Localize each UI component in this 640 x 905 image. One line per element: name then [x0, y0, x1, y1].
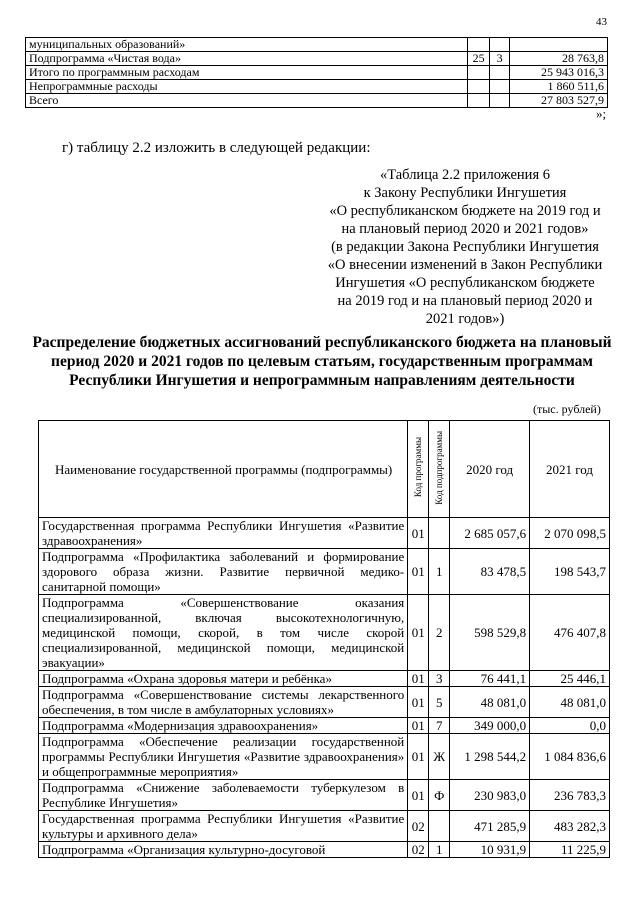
- amount-2020: 48 081,0: [450, 687, 530, 718]
- title-line: Распределение бюджетных ассигнований республиканского бюджета на плановый: [32, 334, 612, 351]
- amount-2021: 236 783,3: [530, 780, 610, 811]
- caption-line: «О республиканском бюджете на 2019 год и: [329, 203, 601, 219]
- amount: 27 803 527,9: [510, 94, 608, 108]
- amount-2021: 11 225,9: [530, 842, 610, 858]
- amendment-instruction: г) таблицу 2.2 изложить в следующей редакции:: [62, 140, 371, 156]
- caption-line: на плановый период 2020 и 2021 годов»: [341, 221, 589, 237]
- amount-2021: 2 070 098,5: [530, 518, 610, 549]
- row-name: муниципальных образований»: [26, 38, 468, 52]
- table-row: [39, 595, 610, 671]
- table-caption: [312, 166, 618, 328]
- header-subprogram-code: [429, 421, 450, 518]
- subprogram-code: [429, 518, 450, 549]
- program-code: 01: [408, 549, 429, 595]
- caption-line: «О внесении изменений в Закон Республики: [327, 257, 603, 273]
- amount-2021: 25 446,1: [530, 671, 610, 687]
- subprogram-code: [490, 94, 510, 108]
- table-row: [39, 718, 610, 734]
- subprogram-code: 5: [429, 687, 450, 718]
- caption-line: 2021 годов»): [425, 311, 505, 327]
- row-name: Итого по программным расходам: [26, 66, 468, 80]
- table-row: [39, 780, 610, 811]
- row-name: Подпрограмма «Профилактика заболеваний и формирование здорового образа жизни. Развитие первичной медико-санитарной помощи»: [39, 549, 408, 595]
- amount-2020: 76 441,1: [450, 671, 530, 687]
- row-name: Государственная программа Республики Ингушетия «Развитие культуры и архивного дела»: [39, 811, 408, 842]
- title-line: Республики Ингушетия и непрограммным направлениям деятельности: [69, 372, 575, 389]
- subprogram-code: 1: [429, 549, 450, 595]
- table-header-row: [39, 421, 610, 518]
- table-row: [26, 38, 608, 52]
- program-code: [468, 94, 490, 108]
- program-code: 01: [408, 518, 429, 549]
- amount: 1 860 511,6: [510, 80, 608, 94]
- subprogram-code: [490, 66, 510, 80]
- subprogram-code: 7: [429, 718, 450, 734]
- table-row: [26, 52, 608, 66]
- amount-2021: 483 282,3: [530, 811, 610, 842]
- program-code: 02: [408, 811, 429, 842]
- row-name: Подпрограмма «Снижение заболеваемости туберкулезом в Республике Ингушетия»: [39, 780, 408, 811]
- amount-2020: 598 529,8: [450, 595, 530, 671]
- subprogram-code: 3: [429, 671, 450, 687]
- program-code: 01: [408, 687, 429, 718]
- units-note: (тыс. рублей): [533, 402, 601, 416]
- amount-2020: 83 478,5: [450, 549, 530, 595]
- amount: [510, 38, 608, 52]
- subprogram-code: [429, 811, 450, 842]
- amount-2021: 476 407,8: [530, 595, 610, 671]
- subprogram-code: Ж: [429, 734, 450, 780]
- subprogram-code: 3: [490, 52, 510, 66]
- title-line: период 2020 и 2021 годов по целевым статьям, государственным программам: [51, 353, 593, 370]
- amount-2020: 471 285,9: [450, 811, 530, 842]
- caption-line: «Таблица 2.2 приложения 6: [380, 167, 550, 183]
- header-program-code-text: Код программы: [412, 437, 423, 498]
- program-code: [468, 80, 490, 94]
- table-row: [26, 80, 608, 94]
- row-name: Подпрограмма «Совершенствование системы лекарственного обеспечения, в том числе в амбулаторных условиях»: [39, 687, 408, 718]
- amount-2020: 10 931,9: [450, 842, 530, 858]
- amount-2020: 2 685 057,6: [450, 518, 530, 549]
- amount-2021: 0,0: [530, 718, 610, 734]
- caption-line: на 2019 год и на плановый период 2020 и: [337, 293, 593, 309]
- subprogram-code: 2: [429, 595, 450, 671]
- row-name: Подпрограмма «Модернизация здравоохранения»: [39, 718, 408, 734]
- table-row: [39, 671, 610, 687]
- amount-2021: 1 084 836,6: [530, 734, 610, 780]
- document-title: [22, 333, 622, 390]
- amount-2021: 198 543,7: [530, 549, 610, 595]
- header-program-code: [408, 421, 429, 518]
- table-row: [39, 842, 610, 858]
- header-name: Наименование государственной программы (подпрограммы): [39, 421, 408, 518]
- header-2020: 2020 год: [450, 421, 530, 518]
- program-code: 01: [408, 718, 429, 734]
- table-row: [39, 549, 610, 595]
- amount-2020: 349 000,0: [450, 718, 530, 734]
- table-row: [39, 734, 610, 780]
- previous-table-fragment: [25, 37, 608, 108]
- program-code: 02: [408, 842, 429, 858]
- table-row: [26, 66, 608, 80]
- row-name: Подпрограмма «Обеспечение реализации государственной программы Республики Ингушетия «Развитие здравоохранения» и общепрограммные мероприятия»: [39, 734, 408, 780]
- program-code: 01: [408, 780, 429, 811]
- row-name: Всего: [26, 94, 468, 108]
- closing-quote-mark: »;: [596, 106, 607, 121]
- program-code: 01: [408, 734, 429, 780]
- amount-2020: 1 298 544,2: [450, 734, 530, 780]
- program-code: 25: [468, 52, 490, 66]
- row-name: Подпрограмма «Чистая вода»: [26, 52, 468, 66]
- program-code: 01: [408, 595, 429, 671]
- row-name: Подпрограмма «Охрана здоровья матери и ребёнка»: [39, 671, 408, 687]
- amount: 28 763,8: [510, 52, 608, 66]
- page-number: 43: [596, 16, 607, 28]
- header-subprogram-code-text: Код подпрограммы: [433, 430, 444, 505]
- table-row: [26, 94, 608, 108]
- table-row: [39, 518, 610, 549]
- amount: 25 943 016,3: [510, 66, 608, 80]
- subprogram-code: 1: [429, 842, 450, 858]
- table-row: [39, 811, 610, 842]
- amount-2020: 230 983,0: [450, 780, 530, 811]
- row-name: Подпрограмма «Организация культурно-досуговой: [39, 842, 408, 858]
- budget-allocation-table: [38, 420, 610, 858]
- program-code: [468, 66, 490, 80]
- program-code: [468, 38, 490, 52]
- amount-2021: 48 081,0: [530, 687, 610, 718]
- table-row: [39, 687, 610, 718]
- row-name: Государственная программа Республики Ингушетия «Развитие здравоохранения»: [39, 518, 408, 549]
- subprogram-code: Ф: [429, 780, 450, 811]
- row-name: Подпрограмма «Совершенствование оказания специализированной, включая высокотехнологичную, медицинской помощи, скорой, в том числе скорой специализированной, медицинской помощи, медицинской эвакуации»: [39, 595, 408, 671]
- subprogram-code: [490, 80, 510, 94]
- header-2021: 2021 год: [530, 421, 610, 518]
- caption-line: (в редакции Закона Республики Ингушетия: [331, 239, 599, 255]
- subprogram-code: [490, 38, 510, 52]
- program-code: 01: [408, 671, 429, 687]
- caption-line: Ингушетия «О республиканском бюджете: [335, 275, 595, 291]
- row-name: Непрограммные расходы: [26, 80, 468, 94]
- caption-line: к Закону Республики Ингушетия: [363, 185, 567, 201]
